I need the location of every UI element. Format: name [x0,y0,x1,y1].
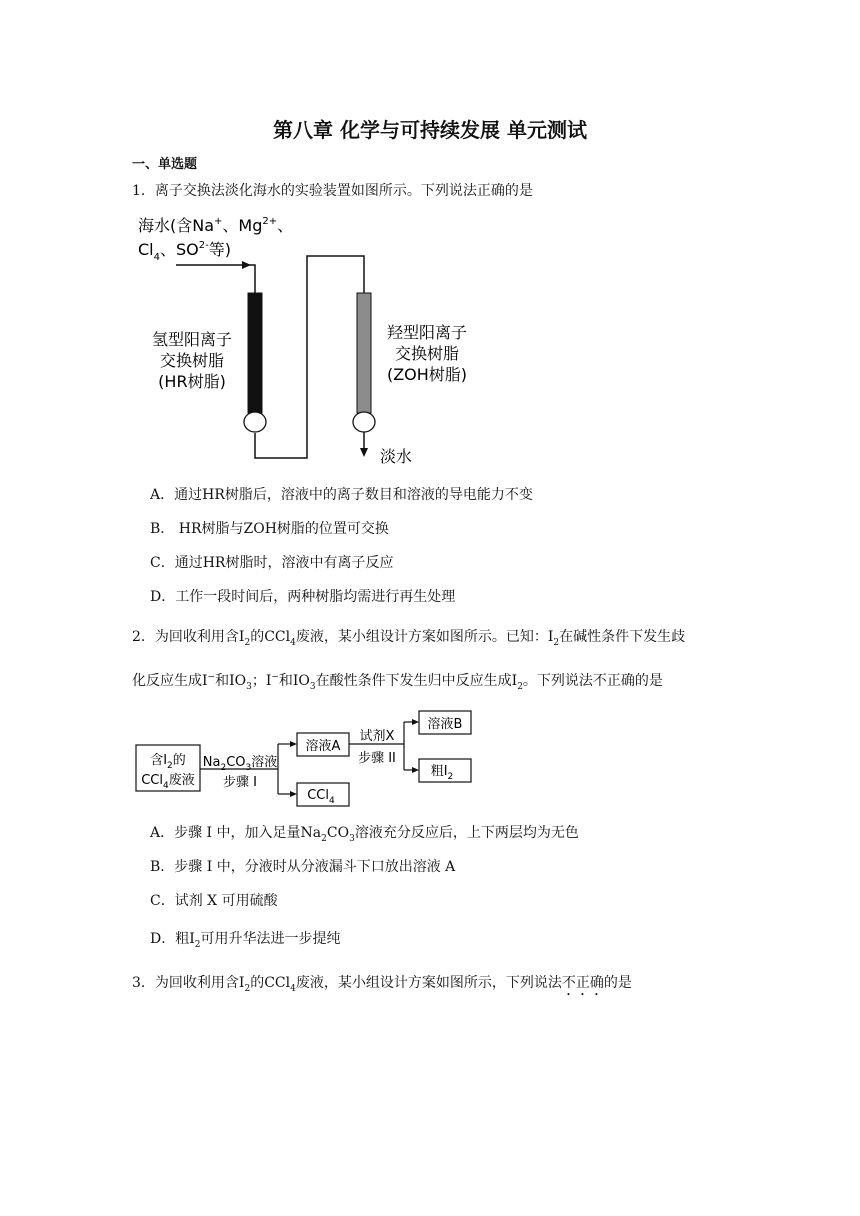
arrow-to-ccl4 [290,791,297,797]
hr-resin-column [248,293,262,413]
svg-text:Na2CO3溶液: $Na_2CO_3$溶液 [202,755,278,773]
q1-option-c: C．通过HR树脂时，溶液中有离子反应 [150,555,394,571]
connecting-pipe [255,256,364,458]
svg-text:Cl4、SO2-等): $Cl_4$、$SO^{2-}$等) [138,240,231,263]
svg-text:CCl4废液: CCl$_4$废液 [141,773,195,791]
arrow-to-solution-b [412,719,419,725]
q1-option-d: D．工作一段时间后，两种树脂均需进行再生处理 [150,589,456,605]
question-1-stem: 1．离子交换法淡化海水的实验装置如图所示。下列说法正确的是 [132,183,533,199]
hr-column-bulb [244,412,266,432]
svg-text:(HR树脂): (HR树脂) [158,372,226,391]
svg-text:羟型阳离子: 羟型阳离子 [386,323,468,342]
svg-text:步骤 I: 步骤 I [223,775,257,790]
page-title: 第八章 化学与可持续发展 单元测试 [273,118,587,142]
svg-text:(ZOH树脂): (ZOH树脂) [386,365,468,384]
arrow-to-solution-a [290,741,297,747]
iodine-recovery-flowchart [130,708,480,810]
question-3-stem: 3．为回收利用含$I_2$的CCl$_4$废液，某小组设计方案如图所示，下列说法不正确的是 [132,975,632,994]
svg-text:交换树脂: 交换树脂 [159,351,225,370]
emphasis-not-correct: 不正确 [561,975,604,991]
svg-text:试剂X: 试剂X [359,729,395,744]
question-2-stem-line1: 2．为回收利用含$I_2$的CCl$_4$废液，某小组设计方案如图所示。已知：$I_2$在碱性条件下发生歧 [132,629,686,648]
ion-exchange-apparatus-figure [130,208,490,470]
svg-text:溶液B: 溶液B [427,717,463,732]
q2-option-a: A．步骤 I 中，加入足量$Na_2CO_3$溶液充分反应后，上下两层均为无色 [150,825,579,844]
q2-option-c: C．试剂 X 可用硫酸 [150,893,278,909]
section-heading: 一、单选题 [132,157,198,172]
svg-text:溶液A: 溶液A [305,739,341,754]
svg-text:含I2的: 含$I_2$的 [150,753,186,771]
question-2-stem-line2: 化反应生成I−和$IO_3$；I−和$IO_3$在酸性条件下发生归中反应生成$I_2$。下列说法不正确的是 [132,672,663,692]
outlet-arrowhead [360,448,368,457]
zoh-column-bulb [353,412,375,432]
svg-text:CCl4: CCl$_4$ [307,788,335,806]
q1-option-b: B． HR树脂与ZOH树脂的位置可交换 [150,521,389,537]
inlet-pipe [247,265,255,293]
svg-text:粗I2: 粗$I_2$ [430,764,454,782]
arrow-to-crude-iodine [412,767,419,773]
zoh-resin-column [357,293,371,413]
svg-text:氢型阳离子: 氢型阳离子 [151,330,233,349]
svg-text:交换树脂: 交换树脂 [394,344,460,363]
svg-text:步骤 II: 步骤 II [358,751,396,766]
q2-option-b: B．步骤 I 中，分液时从分液漏斗下口放出溶液 A [150,859,456,875]
q2-option-d: D．粗$I_2$可用升华法进一步提纯 [150,931,341,950]
svg-text:海水(含Na+、Mg2+、: 海水(含Na+、$Mg^{2+}$、 [138,216,294,235]
q1-option-a: A．通过HR树脂后，溶液中的离子数目和溶液的导电能力不变 [150,487,533,503]
svg-text:淡水: 淡水 [380,447,413,466]
